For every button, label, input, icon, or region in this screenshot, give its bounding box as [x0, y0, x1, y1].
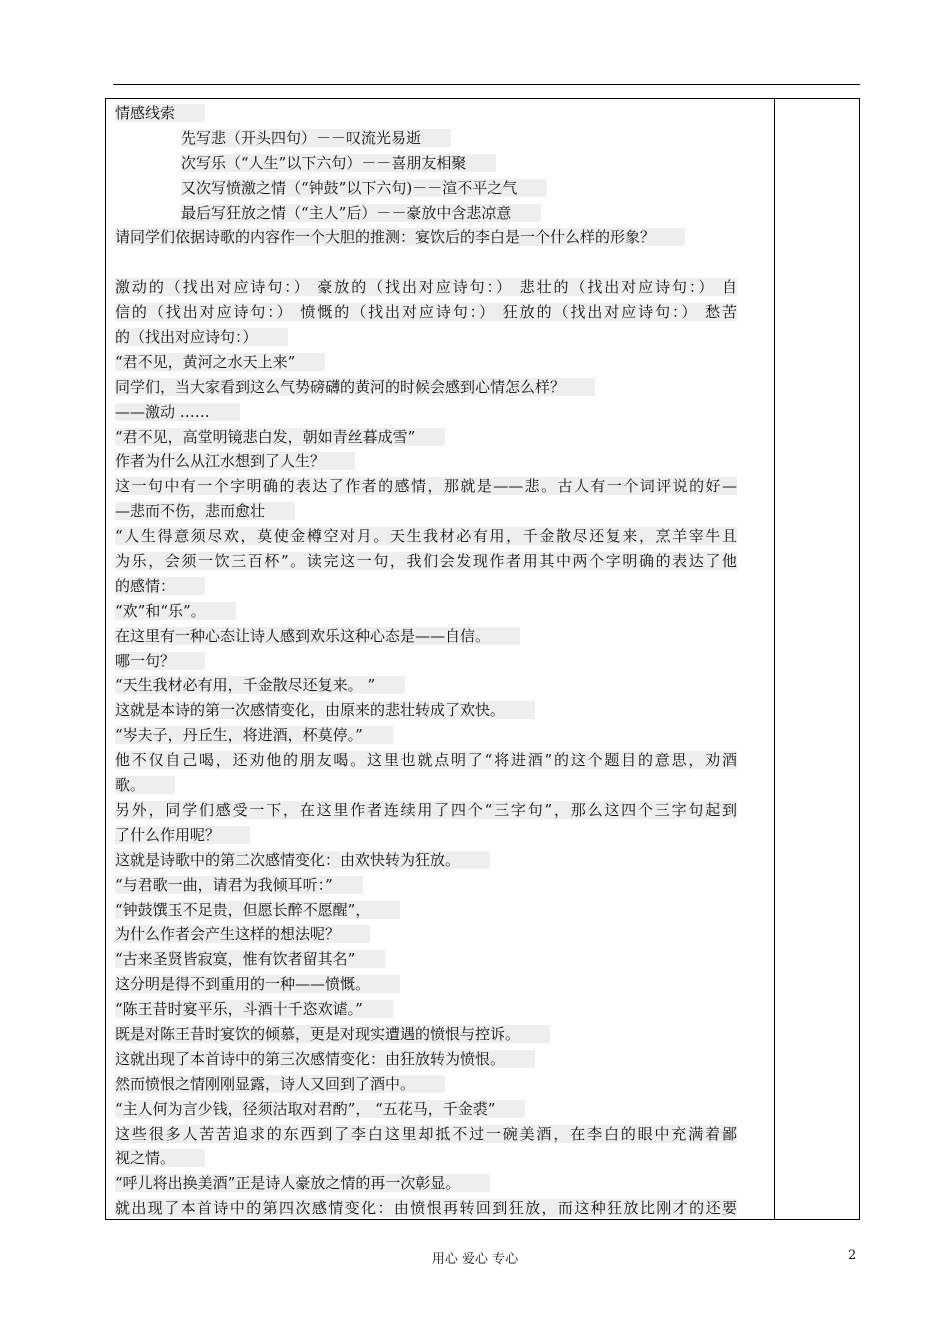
line-text: 了什么作用呢？ [115, 826, 250, 844]
lesson-table [105, 98, 860, 1220]
line-text: ——激动 …… [115, 403, 240, 421]
text-line [115, 1072, 737, 1097]
line-text: 为乐，会须一饮三百杯”。读完这一句，我们会发现作者用其中两个字明确的表达了他 [115, 552, 737, 571]
line-text: 视之情。 [115, 1149, 205, 1167]
line-text: 请同学们依据诗歌的内容作一个大胆的推测：宴饮后的李白是一个什么样的形象？ [115, 228, 685, 246]
line-text: 为什么作者会产生这样的想法呢？ [115, 925, 370, 943]
line-text: 既是对陈王昔时宴饮的倾慕，更是对现实遭遇的愤恨与控诉。 [115, 1025, 550, 1043]
text-line [115, 375, 737, 400]
line-text: “与君歌一曲，请君为我倾耳听：” [115, 876, 363, 894]
text-line [115, 649, 737, 674]
text-line [115, 1097, 737, 1122]
line-text: 这一句中有一个字明确的表达了作者的感情，那就是——悲。古人有一个词评说的好— [115, 477, 737, 496]
line-text: 哪一句？ [115, 652, 205, 670]
line-text: 的感情： [115, 577, 205, 595]
text-line [115, 798, 737, 823]
text-line [115, 151, 737, 176]
text-line [115, 350, 737, 375]
text-line [115, 947, 737, 972]
text-line [115, 425, 737, 450]
page-number: 2 [848, 1248, 857, 1263]
text-line [115, 126, 737, 151]
line-text: 最后写狂放之情（“主人”后）－－豪放中含悲凉意 [181, 204, 541, 222]
line-text: “人生得意须尽欢，莫使金樽空对月。天生我材必有用，千金散尽还复来，烹羊宰牛且 [115, 527, 737, 546]
line-text: 信的（找出对应诗句：） 愤慨的（找出对应诗句：） 狂放的（找出对应诗句：） 愁苦 [115, 303, 737, 322]
line-text: “钟鼓馔玉不足贵，但愿长醉不愿醒”， [115, 901, 400, 919]
text-line [115, 1196, 737, 1221]
footer-text: 用心 爱心 专心 [431, 1252, 519, 1267]
header-rule [113, 84, 860, 85]
text-line [115, 1022, 737, 1047]
text-line [115, 201, 737, 226]
text-line [115, 624, 737, 649]
text-line [115, 176, 737, 201]
text-line [115, 997, 737, 1022]
line-text: “古来圣贤皆寂寞，惟有饮者留其名” [115, 950, 385, 968]
line-text: 歌。 [115, 776, 175, 794]
line-text: 同学们，当大家看到这么气势磅礴的黄河的时候会感到心情怎么样？ [115, 378, 595, 396]
text-line [115, 325, 737, 350]
text-line [115, 673, 737, 698]
line-text: 就出现了本首诗中的第四次感情变化：由愤恨再转回到狂放，而这种狂放比刚才的还要 [115, 1199, 737, 1218]
text-line [115, 524, 737, 549]
line-text: “天生我材必有用，千金散尽还复来。 ” [115, 676, 405, 694]
line-text: 这分明是得不到重用的一种——愤慨。 [115, 975, 400, 993]
line-text: “陈王昔时宴平乐，斗酒十千恣欢谑。” [115, 1000, 393, 1018]
text-line [115, 1122, 737, 1147]
text-line [115, 748, 737, 773]
line-text: —悲而不伤，悲而愈壮 [115, 502, 295, 520]
line-text: “欢”和“乐”。 [115, 602, 236, 620]
line-text: 这就是本诗的第一次感情变化，由原来的悲壮转成了欢快。 [115, 701, 535, 719]
text-line [115, 922, 737, 947]
line-text: 然而愤恨之情刚刚显露，诗人又回到了酒中。 [115, 1075, 445, 1093]
text-line [115, 972, 737, 997]
text-line [115, 549, 737, 574]
text-line [115, 698, 737, 723]
line-text: 的（找出对应诗句：） [115, 328, 288, 346]
text-line [115, 474, 737, 499]
text-line [115, 773, 737, 798]
line-text: 先写悲（开头四句）－－叹流光易逝 [181, 129, 451, 147]
text-line [115, 873, 737, 898]
text-line [115, 823, 737, 848]
line-text: “君不见，高堂明镜悲白发，朝如青丝暮成雪” [115, 428, 445, 446]
line-text: 另外，同学们感受一下，在这里作者连续用了四个“三字句”，那么这四个三字句起到 [115, 800, 737, 819]
line-text: 这就出现了本首诗中的第三次感情变化：由狂放转为愤恨。 [115, 1050, 535, 1068]
text-line [115, 499, 737, 524]
line-text: 作者为什么从江水想到了人生？ [115, 452, 355, 470]
text-line [115, 898, 737, 923]
line-text: 次写乐（“人生”以下六句）－－喜朋友相聚 [181, 154, 496, 172]
line-text: 情感线索 [115, 104, 205, 122]
line-text: “岑夫子，丹丘生，将进酒，杯莫停。” [115, 726, 393, 744]
line-text: “呼儿将出换美酒”正是诗人豪放之情的再一次彰显。 [115, 1174, 490, 1192]
text-line [115, 599, 737, 624]
text-line [115, 449, 737, 474]
text-line [115, 225, 737, 250]
lesson-content [115, 101, 737, 1221]
text-line [115, 1171, 737, 1196]
line-text: 激动的（找出对应诗句：） 豪放的（找出对应诗句：） 悲壮的（找出对应诗句：） 自 [115, 278, 737, 297]
line-text: “君不见，黄河之水天上来” [115, 353, 325, 371]
text-line [115, 400, 737, 425]
text-line [115, 101, 737, 126]
text-line [115, 250, 737, 275]
text-line [115, 275, 737, 300]
line-text: 这就是诗歌中的第二次感情变化：由欢快转为狂放。 [115, 851, 490, 869]
line-text: 又次写愤激之情（“钟鼓”以下六句)－－渲不平之气 [181, 179, 547, 197]
line-text: 他不仅自己喝，还劝他的朋友喝。这里也就点明了“将进酒”的这个题目的意思，劝酒 [115, 751, 737, 770]
text-line [115, 723, 737, 748]
column-divider [774, 99, 775, 1219]
text-line [115, 1047, 737, 1072]
text-line [115, 848, 737, 873]
text-line [115, 1146, 737, 1171]
line-text: 这些很多人苦苦追求的东西到了李白这里却抵不过一碗美酒，在李白的眼中充满着鄙 [115, 1124, 737, 1143]
text-line [115, 300, 737, 325]
line-text: 在这里有一种心态让诗人感到欢乐这种心态是——自信。 [115, 627, 520, 645]
text-line [115, 574, 737, 599]
line-text: “主人何为言少钱，径须沽取对君酌”， “五花马，千金裘” [115, 1100, 525, 1118]
